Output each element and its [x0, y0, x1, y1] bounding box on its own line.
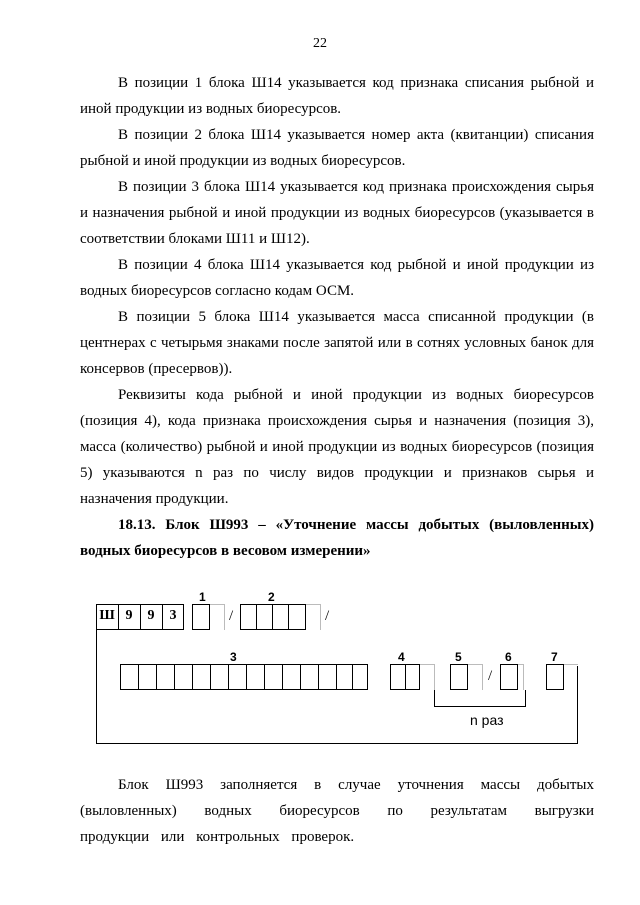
separator-3: /	[488, 668, 493, 684]
paragraph-3: В позиции 3 блока Ш14 указывается код признака происхождения сырья и назначения рыбной и иной продукции из водных биоресурсов (указывается в соответствии блоками Ш11 и Ш12).	[80, 179, 594, 247]
closing-text	[80, 772, 594, 850]
block-diagram	[0, 590, 640, 760]
block-char-2: 9	[125, 608, 133, 623]
separator-1: /	[229, 608, 234, 624]
position-label-1: 1	[199, 590, 206, 604]
paragraph-4: В позиции 4 блока Ш14 указывается код рыбной и иной продукции из водных биоресурсов согласно кодам ОСМ.	[80, 257, 594, 299]
block-char-1: Ш	[99, 608, 115, 623]
paragraph-final: Блок Ш993 заполняется в случае уточнения массы добытых (выловленных) водных биоресурсов по результатам выгрузки продукции или контрольных проверок.	[80, 777, 594, 845]
paragraph-1: В позиции 1 блока Ш14 указывается код признака списания рыбной и иной продукции из водных биоресурсов.	[80, 75, 594, 117]
paragraph-6: Реквизиты кода рыбной и иной продукции из водных биоресурсов (позиция 4), кода признака происхождения сырья и назначения (позиция 3), масса (количество) рыбной и иной продукции из водных биоресурсов (позиция 5) указываются n раз по числу видов продукции и признаков сырья и назначения продукции.	[80, 387, 594, 507]
paragraph-2: В позиции 2 блока Ш14 указывается номер акта (квитанции) списания рыбной и иной продукции из водных биоресурсов.	[80, 127, 594, 169]
section-heading: 18.13. Блок Ш993 – «Уточнение массы добытых (выловленных) водных биоресурсов в весовом измерении»	[80, 517, 594, 559]
position-label-6: 6	[505, 650, 512, 664]
position-label-7: 7	[551, 650, 558, 664]
block-char-3: 9	[147, 608, 155, 623]
separator-2: /	[325, 608, 330, 624]
block-char-4: 3	[169, 608, 177, 623]
position-label-3: 3	[230, 650, 237, 664]
position-5-cell	[450, 664, 468, 690]
position-7-cell	[546, 664, 564, 690]
position-label-5: 5	[455, 650, 462, 664]
position-6-cell	[500, 664, 518, 690]
position-label-4: 4	[398, 650, 405, 664]
position-3-cells	[120, 664, 368, 690]
page-number: 22	[313, 36, 327, 51]
position-1-cell	[192, 604, 210, 630]
repeat-label: n раз	[470, 712, 504, 728]
body-text	[80, 70, 594, 564]
position-label-2: 2	[268, 590, 275, 604]
paragraph-5: В позиции 5 блока Ш14 указывается масса списанной продукции (в центнерах с четырьмя знаками после запятой или в сотнях условных банок для консервов (пресервов)).	[80, 309, 594, 377]
position-2-cells	[240, 604, 306, 630]
